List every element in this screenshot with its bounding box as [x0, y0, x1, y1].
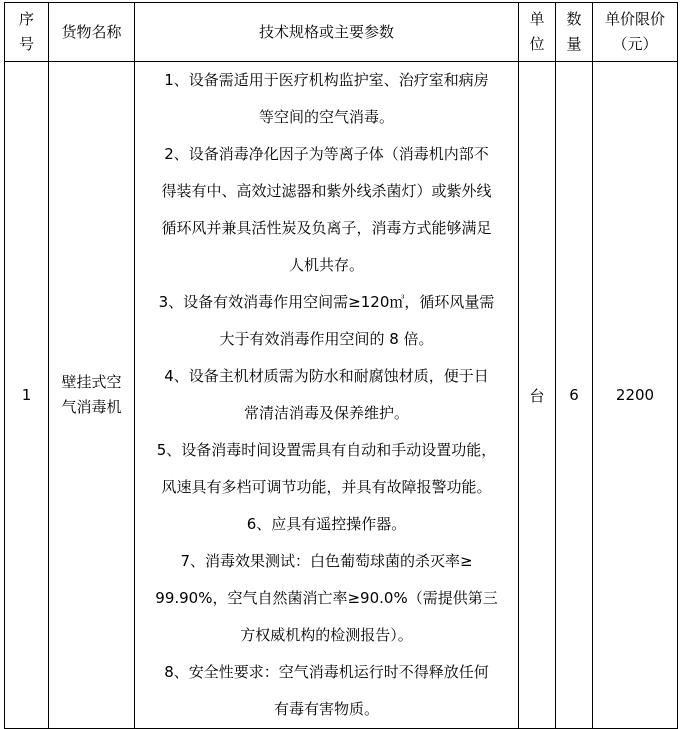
spec-line: 3、设备有效消毒作用空间需≥120㎥，循环风量需 [158, 293, 495, 311]
header-quantity-line2: 量 [566, 35, 582, 53]
header-index-line1: 序 [18, 10, 34, 28]
header-price-line1: 单价限价 [604, 10, 665, 28]
spec-line: 风速具有多档可调节功能，并具有故障报警功能。 [161, 478, 492, 496]
spec-line: 等空间的空气消毒。 [258, 108, 394, 126]
header-quantity [556, 3, 593, 62]
header-spec: 技术规格或主要参数 [135, 3, 519, 62]
spec-line: 大于有效消毒作用空间的 8 倍。 [219, 330, 434, 348]
spec-line: 得装有中、高效过滤器和紫外线杀菌灯）或紫外线 [161, 182, 492, 200]
header-index-line2: 号 [18, 35, 34, 53]
spec-line: 循环风并兼具活性炭及负离子，消毒方式能够满足 [161, 219, 492, 237]
header-unit-line1: 单 [529, 10, 545, 28]
spec-line: 8、安全性要求：空气消毒机运行时不得释放任何 [164, 663, 489, 681]
header-unit-price-limit [593, 3, 678, 62]
header-item-name: 货物名称 [49, 3, 135, 62]
spec-line: 7、消毒效果测试：白色葡萄球菌的杀灭率≥ [180, 552, 473, 570]
item-name-line1: 壁挂式空 [61, 373, 122, 391]
spec-line: 99.90%，空气自然菌消亡率≥90.0%（需提供第三 [155, 589, 498, 607]
cell-unit: 台 [519, 62, 556, 729]
spec-line: 2、设备消毒净化因子为等离子体（消毒机内部不 [164, 145, 489, 163]
spec-line: 有毒有害物质。 [273, 700, 379, 718]
spec-line: 4、设备主机材质需为防水和耐腐蚀材质，便于日 [164, 367, 489, 385]
header-unit-line2: 位 [529, 35, 545, 53]
cell-unit-price: 2200 [593, 62, 678, 729]
procurement-spec-table [4, 2, 678, 729]
cell-quantity: 6 [556, 62, 593, 729]
cell-item-name [49, 62, 135, 729]
header-index [5, 3, 49, 62]
table-header-row [5, 3, 678, 62]
table-row [5, 62, 678, 729]
spec-line: 常清洁消毒及保养维护。 [243, 404, 409, 422]
header-quantity-line1: 数 [566, 10, 582, 28]
header-price-line2: （元） [612, 35, 658, 53]
header-unit [519, 3, 556, 62]
item-name-line2: 气消毒机 [61, 398, 122, 416]
spec-line: 1、设备需适用于医疗机构监护室、治疗室和病房 [164, 71, 489, 89]
spec-line: 方权威机构的检测报告）。 [240, 626, 413, 644]
spec-line: 人机共存。 [288, 256, 364, 274]
spec-line: 5、设备消毒时间设置需具有自动和手动设置功能， [156, 441, 497, 459]
cell-spec [135, 62, 519, 729]
cell-index: 1 [5, 62, 49, 729]
spec-line: 6、应具有遥控操作器。 [246, 515, 407, 533]
